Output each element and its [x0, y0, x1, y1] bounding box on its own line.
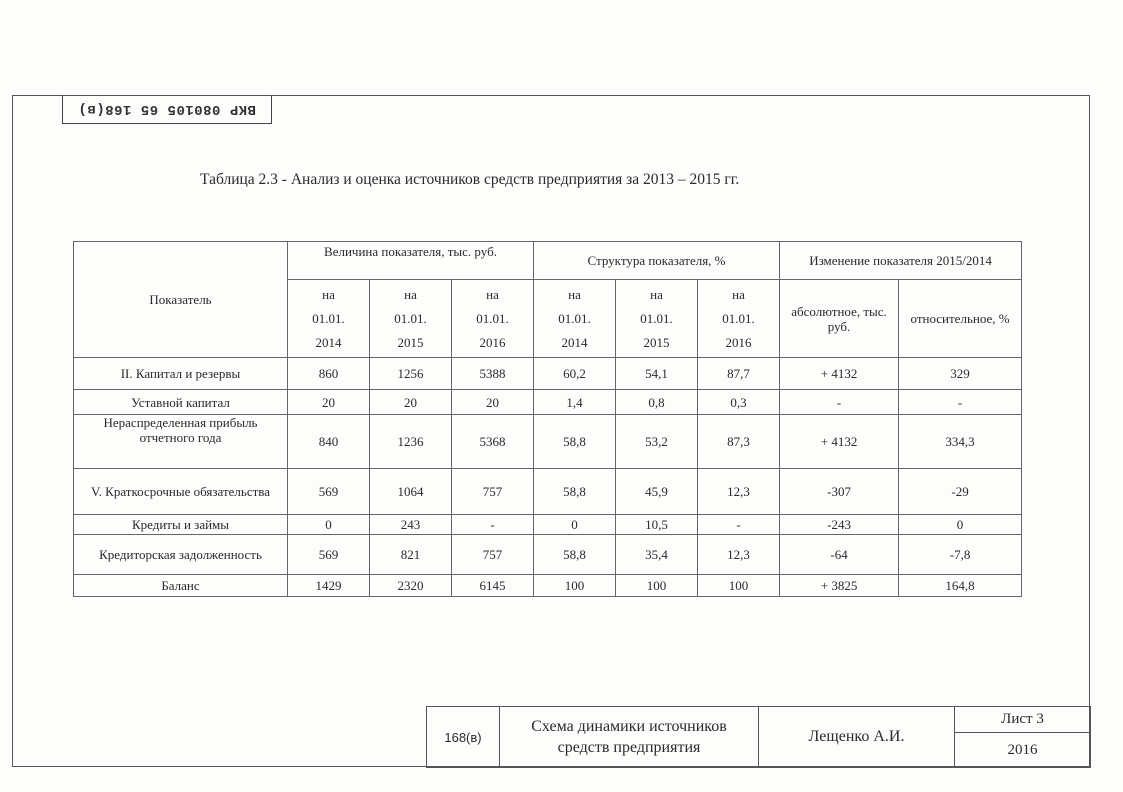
table-cell: 1,4 [534, 390, 616, 415]
table-cell: 243 [370, 515, 452, 535]
table-cell: 1236 [370, 415, 452, 469]
table-row [74, 390, 1022, 415]
table-caption: Таблица 2.3 - Анализ и оценка источников средств предприятия за 2013 – 2015 гг. [200, 171, 740, 188]
table-cell: 100 [616, 575, 698, 597]
table-cell: 0,3 [698, 390, 780, 415]
header-date-part: 2015 [643, 334, 670, 350]
header-group-value: Величина показателя, тыс. руб. [288, 242, 534, 280]
header-group-structure: Структура показателя, % [534, 242, 780, 280]
header-date-part: 01.01. [722, 310, 755, 326]
header-rel: относительное, % [899, 280, 1022, 358]
header-date-part: 01.01. [394, 310, 427, 326]
table-cell: 20 [370, 390, 452, 415]
header-indicator: Показатель [74, 242, 288, 358]
table-cell: 58,8 [534, 469, 616, 515]
table-cell: 821 [370, 535, 452, 575]
header-abs: абсолютное, тыс. руб. [780, 280, 899, 358]
document-stamp [62, 95, 272, 124]
table-cell: 757 [452, 469, 534, 515]
header-group-change: Изменение показателя 2015/2014 [780, 242, 1022, 280]
table-cell: 100 [534, 575, 616, 597]
table-row [74, 515, 1022, 535]
table-cell: 10,5 [616, 515, 698, 535]
header-date-part: 01.01. [476, 310, 509, 326]
row-label: Нераспределенная прибыль отчетного года [74, 415, 288, 469]
header-date-part: 01.01. [312, 310, 345, 326]
table-cell: 334,3 [899, 415, 1022, 469]
table-cell: 0 [899, 515, 1022, 535]
table-cell: 58,8 [534, 415, 616, 469]
table-cell: 757 [452, 535, 534, 575]
table-cell: 0 [534, 515, 616, 535]
table-cell: 35,4 [616, 535, 698, 575]
table-row [74, 415, 1022, 469]
table-cell: 45,9 [616, 469, 698, 515]
table-cell: -29 [899, 469, 1022, 515]
header-date-part: 2015 [397, 334, 424, 350]
title-block-scheme [500, 707, 759, 768]
table-cell: 2320 [370, 575, 452, 597]
table-cell: -307 [780, 469, 899, 515]
header-date-part: 2016 [725, 334, 752, 350]
table-cell: 54,1 [616, 358, 698, 390]
title-block-sheet: Лист 3 [955, 707, 1091, 733]
header-row-groups [74, 242, 1022, 280]
header-date [288, 280, 370, 358]
header-date-part: 01.01. [640, 310, 673, 326]
table-cell: + 3825 [780, 575, 899, 597]
table-cell: 569 [288, 469, 370, 515]
table-cell: 6145 [452, 575, 534, 597]
table-cell: + 4132 [780, 358, 899, 390]
table-cell: - [899, 390, 1022, 415]
title-block-year: 2016 [955, 733, 1091, 768]
table-row [74, 535, 1022, 575]
table-cell: - [698, 515, 780, 535]
table-cell: 329 [899, 358, 1022, 390]
table-cell: 1429 [288, 575, 370, 597]
table-cell: 1256 [370, 358, 452, 390]
header-date-part: 2014 [561, 334, 588, 350]
row-label: V. Краткосрочные обязательства [74, 469, 288, 515]
header-date-part: 2014 [315, 334, 342, 350]
table-cell: 860 [288, 358, 370, 390]
row-label: Кредиты и займы [74, 515, 288, 535]
table-cell: 20 [452, 390, 534, 415]
table-cell: 0,8 [616, 390, 698, 415]
table-cell: 840 [288, 415, 370, 469]
scheme-line-2: средств предприятия [557, 739, 701, 756]
table-cell: 164,8 [899, 575, 1022, 597]
header-date-part: на [322, 286, 335, 302]
table-cell: - [452, 515, 534, 535]
header-date-part: 01.01. [558, 310, 591, 326]
table-cell: -7,8 [899, 535, 1022, 575]
header-date-part: на [650, 286, 663, 302]
header-date-part: 2016 [479, 334, 506, 350]
row-label: II. Капитал и резервы [74, 358, 288, 390]
table-cell: 87,3 [698, 415, 780, 469]
header-date [534, 280, 616, 358]
header-date [370, 280, 452, 358]
header-date [616, 280, 698, 358]
table-cell: 5368 [452, 415, 534, 469]
header-date-part: на [568, 286, 581, 302]
row-label: Кредиторская задолженность [74, 535, 288, 575]
table-cell: 12,3 [698, 535, 780, 575]
table-cell: + 4132 [780, 415, 899, 469]
table-row [74, 469, 1022, 515]
title-block-code: 168(в) [427, 707, 500, 768]
table-row [74, 358, 1022, 390]
table-row [74, 575, 1022, 597]
table-cell: 58,8 [534, 535, 616, 575]
table-body [74, 358, 1022, 597]
table-cell: 569 [288, 535, 370, 575]
stamp-text: ВКР 080105 65 168(в) [77, 101, 257, 117]
table-cell: 20 [288, 390, 370, 415]
table-cell: 0 [288, 515, 370, 535]
table-cell: 5388 [452, 358, 534, 390]
scheme-line-1: Схема динамики источников [531, 718, 727, 735]
row-label: Уставной капитал [74, 390, 288, 415]
header-date-part: на [404, 286, 417, 302]
header-date-part: на [486, 286, 499, 302]
table-cell: 53,2 [616, 415, 698, 469]
header-date [452, 280, 534, 358]
table-cell: - [780, 390, 899, 415]
header-date-part: на [732, 286, 745, 302]
header-date [698, 280, 780, 358]
title-block [426, 706, 1091, 768]
row-label: Баланс [74, 575, 288, 597]
sources-table [73, 241, 1022, 597]
table-cell: 100 [698, 575, 780, 597]
title-block-author: Лещенко А.И. [759, 707, 955, 768]
table-cell: 12,3 [698, 469, 780, 515]
table-cell: 87,7 [698, 358, 780, 390]
table-cell: -64 [780, 535, 899, 575]
table-cell: -243 [780, 515, 899, 535]
table-cell: 1064 [370, 469, 452, 515]
table-cell: 60,2 [534, 358, 616, 390]
